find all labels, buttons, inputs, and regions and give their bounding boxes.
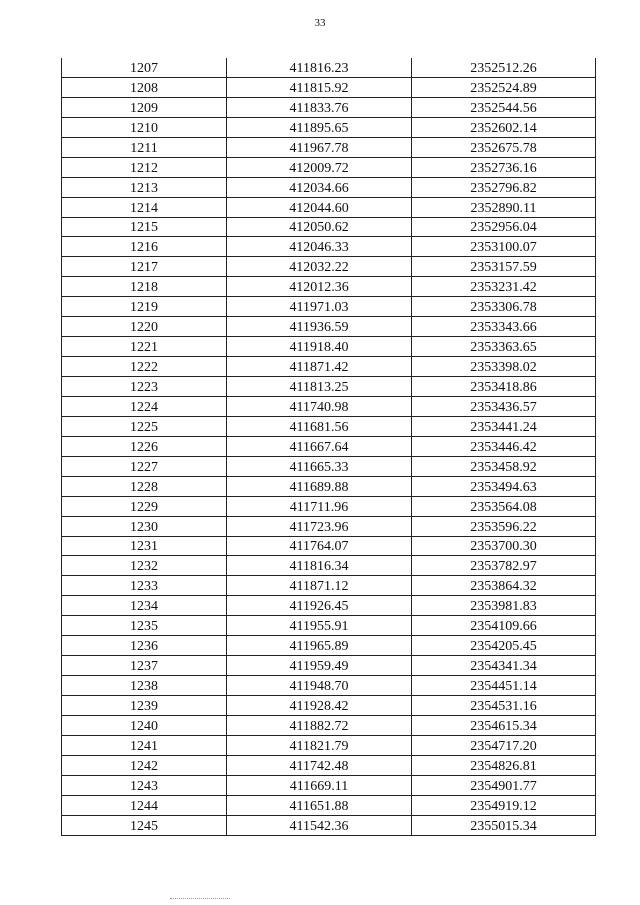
- x-coordinate-cell: 411681.56: [227, 416, 412, 436]
- x-coordinate-cell: 411967.78: [227, 137, 412, 157]
- table-row: [62, 536, 596, 556]
- point-number-cell: 1227: [62, 456, 227, 476]
- x-coordinate-cell: 411742.48: [227, 755, 412, 775]
- y-coordinate-cell: 2353436.57: [412, 396, 596, 416]
- table-row: [62, 775, 596, 795]
- x-coordinate-cell: 411816.23: [227, 58, 412, 77]
- y-coordinate-cell: 2353864.32: [412, 576, 596, 596]
- x-coordinate-cell: 411667.64: [227, 436, 412, 456]
- y-coordinate-cell: 2354826.81: [412, 755, 596, 775]
- point-number-cell: 1240: [62, 715, 227, 735]
- x-coordinate-cell: 411764.07: [227, 536, 412, 556]
- point-number-cell: 1213: [62, 177, 227, 197]
- y-coordinate-cell: 2353596.22: [412, 516, 596, 536]
- table-row: [62, 656, 596, 676]
- y-coordinate-cell: 2354615.34: [412, 715, 596, 735]
- point-number-cell: 1236: [62, 636, 227, 656]
- table-row: [62, 77, 596, 97]
- table-row: [62, 596, 596, 616]
- point-number-cell: 1226: [62, 436, 227, 456]
- x-coordinate-cell: 412009.72: [227, 157, 412, 177]
- table-row: [62, 297, 596, 317]
- x-coordinate-cell: 411740.98: [227, 396, 412, 416]
- point-number-cell: 1245: [62, 815, 227, 835]
- point-number-cell: 1228: [62, 476, 227, 496]
- x-coordinate-cell: 411651.88: [227, 795, 412, 815]
- point-number-cell: 1243: [62, 775, 227, 795]
- x-coordinate-cell: 412050.62: [227, 217, 412, 237]
- x-coordinate-cell: 411813.25: [227, 377, 412, 397]
- x-coordinate-cell: 411955.91: [227, 616, 412, 636]
- table-row: [62, 396, 596, 416]
- table-row: [62, 636, 596, 656]
- point-number-cell: 1230: [62, 516, 227, 536]
- y-coordinate-cell: 2354451.14: [412, 676, 596, 696]
- point-number-cell: 1242: [62, 755, 227, 775]
- x-coordinate-cell: 411871.42: [227, 357, 412, 377]
- table-row: [62, 676, 596, 696]
- point-number-cell: 1207: [62, 58, 227, 77]
- point-number-cell: 1212: [62, 157, 227, 177]
- table-row: [62, 357, 596, 377]
- x-coordinate-cell: 411711.96: [227, 496, 412, 516]
- coordinate-table: [61, 58, 596, 836]
- y-coordinate-cell: 2354901.77: [412, 775, 596, 795]
- point-number-cell: 1224: [62, 396, 227, 416]
- scan-artifact-line: [170, 898, 230, 900]
- table-row: [62, 696, 596, 716]
- point-number-cell: 1233: [62, 576, 227, 596]
- table-row: [62, 377, 596, 397]
- x-coordinate-cell: 411816.34: [227, 556, 412, 576]
- x-coordinate-cell: 411882.72: [227, 715, 412, 735]
- table-row: [62, 317, 596, 337]
- y-coordinate-cell: 2352544.56: [412, 97, 596, 117]
- point-number-cell: 1225: [62, 416, 227, 436]
- y-coordinate-cell: 2352675.78: [412, 137, 596, 157]
- x-coordinate-cell: 411815.92: [227, 77, 412, 97]
- y-coordinate-cell: 2353446.42: [412, 436, 596, 456]
- x-coordinate-cell: 411723.96: [227, 516, 412, 536]
- y-coordinate-cell: 2352602.14: [412, 117, 596, 137]
- x-coordinate-cell: 411971.03: [227, 297, 412, 317]
- y-coordinate-cell: 2353441.24: [412, 416, 596, 436]
- table-row: [62, 616, 596, 636]
- x-coordinate-cell: 412046.33: [227, 237, 412, 257]
- y-coordinate-cell: 2354109.66: [412, 616, 596, 636]
- point-number-cell: 1218: [62, 277, 227, 297]
- table-row: [62, 217, 596, 237]
- table-row: [62, 177, 596, 197]
- x-coordinate-cell: 411821.79: [227, 735, 412, 755]
- point-number-cell: 1221: [62, 337, 227, 357]
- y-coordinate-cell: 2353458.92: [412, 456, 596, 476]
- table-row: [62, 416, 596, 436]
- table-row: [62, 556, 596, 576]
- point-number-cell: 1237: [62, 656, 227, 676]
- y-coordinate-cell: 2353231.42: [412, 277, 596, 297]
- table-row: [62, 735, 596, 755]
- y-coordinate-cell: 2354531.16: [412, 696, 596, 716]
- x-coordinate-cell: 411542.36: [227, 815, 412, 835]
- y-coordinate-cell: 2352512.26: [412, 58, 596, 77]
- x-coordinate-cell: 412044.60: [227, 197, 412, 217]
- x-coordinate-cell: 412012.36: [227, 277, 412, 297]
- point-number-cell: 1241: [62, 735, 227, 755]
- table-row: [62, 516, 596, 536]
- y-coordinate-cell: 2354205.45: [412, 636, 596, 656]
- y-coordinate-cell: 2353494.63: [412, 476, 596, 496]
- y-coordinate-cell: 2353700.30: [412, 536, 596, 556]
- point-number-cell: 1235: [62, 616, 227, 636]
- x-coordinate-cell: 411928.42: [227, 696, 412, 716]
- table-row: [62, 58, 596, 77]
- x-coordinate-cell: 411689.88: [227, 476, 412, 496]
- point-number-cell: 1222: [62, 357, 227, 377]
- y-coordinate-cell: 2353981.83: [412, 596, 596, 616]
- table-row: [62, 456, 596, 476]
- point-number-cell: 1220: [62, 317, 227, 337]
- point-number-cell: 1217: [62, 257, 227, 277]
- point-number-cell: 1210: [62, 117, 227, 137]
- y-coordinate-cell: 2352736.16: [412, 157, 596, 177]
- x-coordinate-cell: 411918.40: [227, 337, 412, 357]
- table-row: [62, 496, 596, 516]
- x-coordinate-cell: 411959.49: [227, 656, 412, 676]
- point-number-cell: 1209: [62, 97, 227, 117]
- x-coordinate-cell: 411669.11: [227, 775, 412, 795]
- point-number-cell: 1223: [62, 377, 227, 397]
- point-number-cell: 1229: [62, 496, 227, 516]
- table-row: [62, 157, 596, 177]
- table-row: [62, 476, 596, 496]
- point-number-cell: 1232: [62, 556, 227, 576]
- table-row: [62, 277, 596, 297]
- y-coordinate-cell: 2353157.59: [412, 257, 596, 277]
- y-coordinate-cell: 2352890.11: [412, 197, 596, 217]
- y-coordinate-cell: 2353564.08: [412, 496, 596, 516]
- table-row: [62, 197, 596, 217]
- table-row: [62, 715, 596, 735]
- point-number-cell: 1211: [62, 137, 227, 157]
- y-coordinate-cell: 2352956.04: [412, 217, 596, 237]
- x-coordinate-cell: 412034.66: [227, 177, 412, 197]
- point-number-cell: 1215: [62, 217, 227, 237]
- y-coordinate-cell: 2353343.66: [412, 317, 596, 337]
- y-coordinate-cell: 2354341.34: [412, 656, 596, 676]
- y-coordinate-cell: 2353100.07: [412, 237, 596, 257]
- y-coordinate-cell: 2353782.97: [412, 556, 596, 576]
- point-number-cell: 1216: [62, 237, 227, 257]
- table-row: [62, 137, 596, 157]
- table-row: [62, 257, 596, 277]
- table-row: [62, 237, 596, 257]
- x-coordinate-cell: 411871.12: [227, 576, 412, 596]
- x-coordinate-cell: 411936.59: [227, 317, 412, 337]
- table-row: [62, 795, 596, 815]
- y-coordinate-cell: 2353363.65: [412, 337, 596, 357]
- x-coordinate-cell: 412032.22: [227, 257, 412, 277]
- point-number-cell: 1214: [62, 197, 227, 217]
- table-row: [62, 576, 596, 596]
- table-row: [62, 755, 596, 775]
- y-coordinate-cell: 2353398.02: [412, 357, 596, 377]
- point-number-cell: 1231: [62, 536, 227, 556]
- point-number-cell: 1238: [62, 676, 227, 696]
- table-row: [62, 815, 596, 835]
- x-coordinate-cell: 411965.89: [227, 636, 412, 656]
- point-number-cell: 1239: [62, 696, 227, 716]
- y-coordinate-cell: 2354717.20: [412, 735, 596, 755]
- x-coordinate-cell: 411895.65: [227, 117, 412, 137]
- x-coordinate-cell: 411665.33: [227, 456, 412, 476]
- table-row: [62, 97, 596, 117]
- table-row: [62, 436, 596, 456]
- y-coordinate-cell: 2353418.86: [412, 377, 596, 397]
- point-number-cell: 1234: [62, 596, 227, 616]
- x-coordinate-cell: 411948.70: [227, 676, 412, 696]
- x-coordinate-cell: 411926.45: [227, 596, 412, 616]
- table-body: [62, 58, 596, 835]
- point-number-cell: 1244: [62, 795, 227, 815]
- y-coordinate-cell: 2352796.82: [412, 177, 596, 197]
- table-row: [62, 337, 596, 357]
- y-coordinate-cell: 2354919.12: [412, 795, 596, 815]
- x-coordinate-cell: 411833.76: [227, 97, 412, 117]
- y-coordinate-cell: 2353306.78: [412, 297, 596, 317]
- point-number-cell: 1219: [62, 297, 227, 317]
- point-number-cell: 1208: [62, 77, 227, 97]
- page-number: 33: [314, 17, 326, 29]
- table-row: [62, 117, 596, 137]
- y-coordinate-cell: 2352524.89: [412, 77, 596, 97]
- y-coordinate-cell: 2355015.34: [412, 815, 596, 835]
